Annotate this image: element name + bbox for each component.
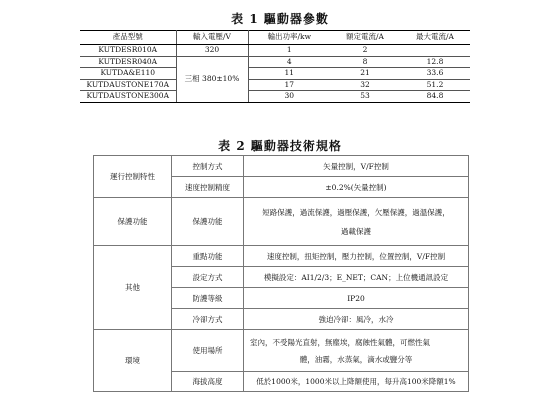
cell-rated-current: 21 [330,68,400,80]
table-row [80,45,470,57]
cell-max-current [400,45,470,57]
cell-max-current: 12.8 [400,56,470,68]
spec-value: 低於1000米，1000米以上降額使用，每升高100米降額1% [244,372,469,392]
table1-title: 表 1 驅動器參數 [231,12,329,26]
spec-label: 速度控制精度 [172,177,244,198]
cell-max-current: 33.6 [400,68,470,80]
spec-label: 防護等級 [172,288,244,309]
cell-voltage-merged: 三相 380±10% [176,56,248,102]
spec-label: 重點功能 [172,246,244,267]
spec-value: 模擬設定：AI1/2/3；E_NET；CAN；上位機通訊設定 [244,267,469,288]
cell-rated-current: 32 [330,79,400,91]
group-label-environment: 環境 [94,330,172,392]
spec-label: 冷卻方式 [172,309,244,330]
table1-header-row [80,31,470,45]
spec-value [244,330,469,372]
cell-model: KUTDAUSTONE170A [80,79,176,91]
cell-max-current: 51.2 [400,79,470,91]
header-rated-current: 額定電流/A [330,31,400,45]
group-label-control: 運行控制特性 [94,156,172,198]
header-model: 產品型號 [80,31,176,45]
cell-power: 4 [248,56,330,68]
cell-rated-current: 8 [330,56,400,68]
header-input-voltage: 輸入電壓/V [176,31,248,45]
spec-value-line: 短路保護，過流保護，過壓保護，欠壓保護，過溫保護， [262,207,450,217]
spec-value [244,198,469,246]
spec-value-line: 過載保護 [341,226,371,236]
cell-model: KUTDESR040A [80,56,176,68]
table-row [80,79,470,91]
cell-max-current: 84.8 [400,91,470,103]
spec-row [94,198,469,246]
cell-power: 1 [248,45,330,57]
spec-label: 設定方式 [172,267,244,288]
spec-value: 矢量控制，V/F控制 [244,156,469,177]
cell-power: 11 [248,68,330,80]
spec-value: 強迫冷卻：風冷，水冷 [244,309,469,330]
table-row [80,56,470,68]
spec-value-line: 室內，不受陽光直射，無塵埃，腐蝕性氣體，可燃性氣 [250,337,430,347]
spec-label: 海拔高度 [172,372,244,392]
cell-rated-current: 2 [330,45,400,57]
spec-value: ±0.2%(矢量控制) [244,177,469,198]
spec-row [94,246,469,267]
cell-model: KUTDAUSTONE300A [80,91,176,103]
cell-rated-current: 53 [330,91,400,103]
group-label-other: 其他 [94,246,172,330]
table2-title: 表 2 驅動器技術規格 [218,139,342,153]
spec-label: 控制方式 [172,156,244,177]
driver-parameters-table [80,30,470,103]
table-row [80,68,470,80]
header-max-current: 最大電流/A [400,31,470,45]
driver-specs-table [93,155,469,392]
spec-label: 使用場所 [172,330,244,372]
cell-model: KUTDESR010A [80,45,176,57]
spec-row [94,330,469,372]
spec-row [94,156,469,177]
header-output-power: 輸出功率/kw [248,31,330,45]
cell-voltage: 320 [176,45,248,57]
spec-label: 保護功能 [172,198,244,246]
spec-value: 速度控制，扭矩控制，壓力控制，位置控制，V/F控制 [244,246,469,267]
cell-power: 30 [248,91,330,103]
table-row [80,91,470,103]
spec-value-line: 體，油霧，水蒸氣，滴水或鹽分等 [299,354,413,364]
cell-power: 17 [248,79,330,91]
spec-value: IP20 [244,288,469,309]
cell-model: KUTDA&E110 [80,68,176,80]
group-label-protection: 保護功能 [94,198,172,246]
